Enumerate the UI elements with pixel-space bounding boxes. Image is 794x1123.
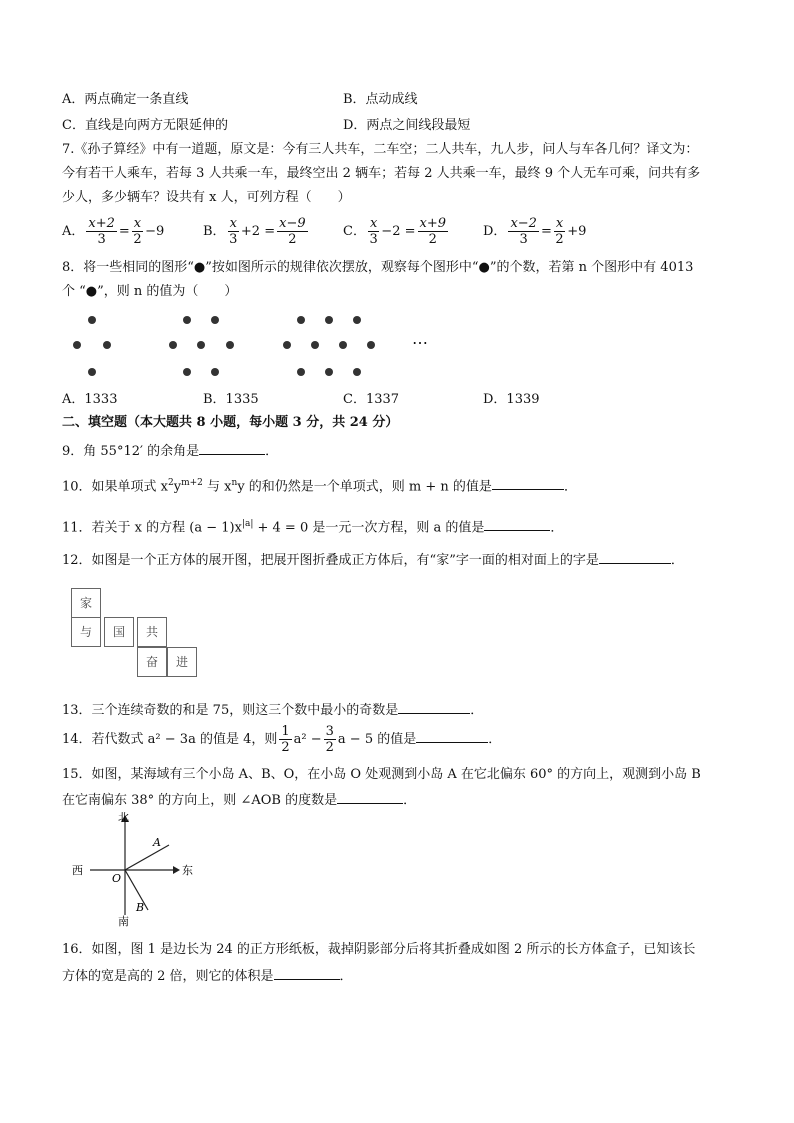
compass-diagram	[68, 812, 198, 927]
q9: 9．角 55°12′ 的余角是 ．	[62, 441, 278, 461]
dot	[73, 341, 81, 349]
net-cell: 进	[167, 647, 197, 677]
q7-option-b: B． $\frac{x}{3}$ +2 = $\frac{x-9}{2}$	[203, 216, 306, 247]
q8-option-d: D．1339	[483, 392, 540, 407]
dot	[339, 341, 347, 349]
dot	[226, 341, 234, 349]
fraction: $\frac{1}{2}$	[281, 724, 290, 755]
q6-option-d: D．两点之间线段最短	[343, 118, 471, 133]
answer-blank[interactable]	[492, 476, 564, 490]
dot	[88, 316, 96, 324]
north-label: 北	[118, 812, 129, 824]
q8-option-c: C．1337	[343, 392, 400, 407]
fraction: $\frac{x+9}{2}$	[419, 216, 446, 247]
dot	[169, 341, 177, 349]
net-cell: 奋	[137, 647, 167, 677]
fraction: $\frac{x}{2}$	[555, 216, 564, 247]
ellipsis: ⋯	[412, 333, 428, 352]
fraction: $\frac{x-2}{3}$	[510, 216, 537, 247]
q6-option-c: C．直线是向两方无限延伸的	[62, 118, 228, 133]
q16-text-line1: 16．如图，图 1 是边长为 24 的正方形纸板，裁掉阴影部分后将其折叠成如图 2 所示的长方体盒子，已知该长	[62, 942, 696, 957]
q7-text-line3: 少人，多少辆车？设共有 x 人，可列方程（ ）	[62, 190, 351, 205]
net-cell: 共	[137, 617, 167, 647]
east-label: 东	[182, 864, 193, 877]
answer-blank[interactable]	[398, 700, 470, 714]
fraction: $\frac{3}{2}$	[325, 724, 334, 755]
dot	[197, 341, 205, 349]
dot	[325, 368, 333, 376]
q13: 13．三个连续奇数的和是 75，则这三个数中最小的奇数是 ．	[62, 700, 483, 720]
net-cell: 家	[71, 588, 101, 618]
dot	[353, 316, 361, 324]
west-label: 西	[72, 864, 83, 877]
q14: 14．若代数式 a² − 3a 的值是 4，则 $\frac{1}{2}$ a² − $\frac{3}{2}$ a − 5 的值是 ．	[62, 724, 502, 755]
dot	[183, 316, 191, 324]
dot	[367, 341, 375, 349]
dot	[211, 368, 219, 376]
option-label: C．	[343, 224, 366, 239]
answer-blank[interactable]	[416, 729, 488, 743]
east-arrow-icon	[173, 866, 180, 874]
net-cell: 国	[104, 617, 134, 647]
dot	[353, 368, 361, 376]
q8-text-line1: 8．将一些相同的图形“●”按如图所示的规律依次摆放，观察每个图形中“●”的个数，若第 n 个图形中有 4013	[62, 260, 694, 275]
answer-blank[interactable]	[199, 441, 265, 455]
dot	[211, 316, 219, 324]
answer-blank[interactable]	[484, 517, 550, 531]
dot	[183, 368, 191, 376]
dot	[283, 341, 291, 349]
point-o-label: O	[112, 872, 122, 885]
option-label: D．	[483, 224, 507, 239]
q6-option-a: A．两点确定一条直线	[62, 92, 189, 107]
q7-text-line1: 7.《孙子算经》中有一道题，原文是：今有三人共车，二车空；二人共车，九人步，问人与车各几何？译文为：	[62, 142, 699, 157]
q16-text-line2: 方体的宽是高的 2 倍，则它的体积是 ．	[62, 966, 353, 986]
fraction: $\frac{x+2}{3}$	[88, 216, 115, 247]
answer-blank[interactable]	[337, 790, 403, 804]
fraction: $\frac{x-9}{2}$	[279, 216, 306, 247]
net-cell: 与	[71, 617, 101, 647]
q8-option-b: B．1335	[203, 392, 259, 407]
south-label: 南	[118, 915, 129, 927]
fraction: $\frac{x}{3}$	[229, 216, 238, 247]
q7-text-line2: 今有若干人乘车，若每 3 人共乘一车，最终空出 2 辆车；若每 2 人共乘一车，最终 9 个人无车可乘，问共有多	[62, 166, 701, 181]
fraction: $\frac{x}{3}$	[369, 216, 378, 247]
dot	[311, 341, 319, 349]
q8-text-line2: 个 “●”，则 n 的值为（ ）	[62, 284, 238, 299]
answer-blank[interactable]	[274, 966, 340, 980]
option-label: A．	[62, 224, 85, 239]
q15-text-line1: 15．如图，某海域有三个小岛 A、B、O，在小岛 O 处观测到小岛 A 在它北偏东 60° 的方向上，观测到小岛 B	[62, 767, 701, 782]
q11: 11．若关于 x 的方程 $(a - 1)x^{|a|} + 4 = 0$ 是一元一次方程，则 a 的值是 ．	[62, 519, 564, 536]
q7-option-d: D． $\frac{x-2}{3}$ = $\frac{x}{2}$ +9	[483, 216, 587, 247]
point-b-label: B	[136, 901, 145, 914]
q6-option-b: B．点动成线	[343, 92, 418, 107]
q15-text-line2: 在它南偏东 38° 的方向上，则 ∠AOB 的度数是 ．	[62, 790, 416, 810]
q8-option-a: A．1333	[62, 392, 118, 407]
dot	[103, 341, 111, 349]
section-heading: 二、填空题（本大题共 8 小题，每小题 3 分，共 24 分）	[62, 415, 399, 430]
fraction: $\frac{x}{2}$	[133, 216, 142, 247]
answer-blank[interactable]	[599, 550, 671, 564]
dot	[297, 316, 305, 324]
point-a-label: A	[153, 836, 161, 849]
ray-oa	[125, 845, 169, 870]
dot	[325, 316, 333, 324]
dot	[297, 368, 305, 376]
cube-net-figure	[71, 588, 201, 683]
dot	[88, 368, 96, 376]
q10: 10．如果单项式 $x^2y^{m+2}$ 与 $x^ny$ 的和仍然是一个单项式，则 m + n 的值是 ．	[62, 478, 577, 495]
q7-option-c: C． $\frac{x}{3}$ −2 = $\frac{x+9}{2}$	[343, 216, 446, 247]
q12: 12．如图是一个正方体的展开图，把展开图折叠成正方体后，有“家”字一面的相对面上的字是 ．	[62, 550, 684, 570]
option-label: B．	[203, 224, 226, 239]
q7-option-a: A． $\frac{x+2}{3}$ = $\frac{x}{2}$ −9	[62, 216, 165, 247]
